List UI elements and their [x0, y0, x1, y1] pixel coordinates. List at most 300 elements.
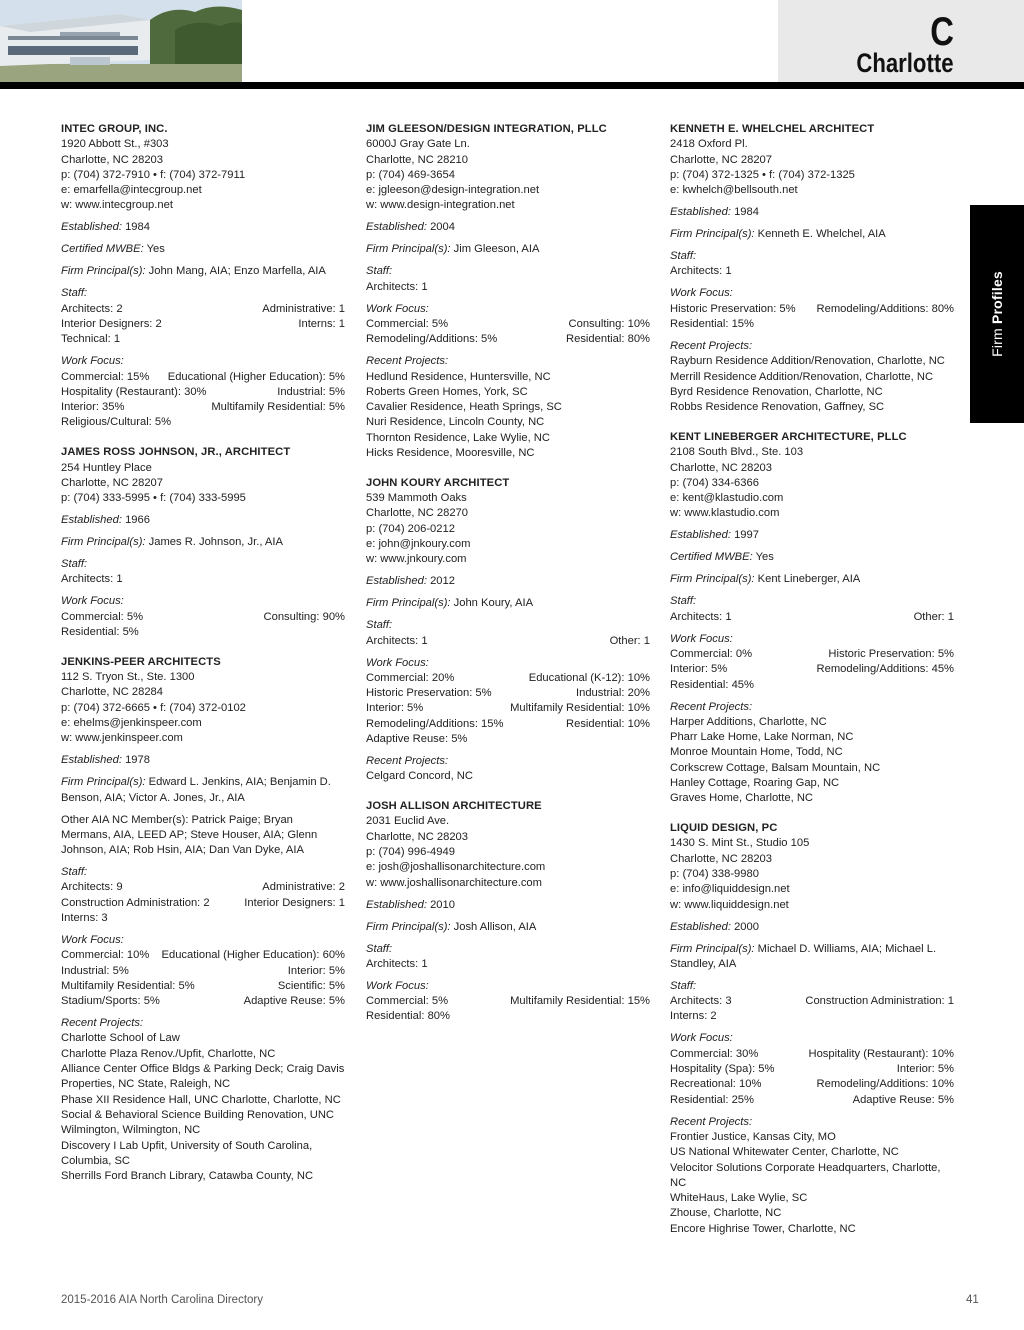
project-item: Velocitor Solutions Corporate Headquarters, Charlotte, NC — [670, 1161, 941, 1189]
work-focus-right: Consulting: 10% — [568, 318, 650, 331]
staff — [670, 979, 954, 1025]
section-tab — [778, 0, 1024, 84]
firm-principals-label: Firm Principal(s): — [61, 776, 146, 789]
staff-row — [366, 280, 650, 295]
firm-principals-value: Kenneth E. Whelchel, AIA — [757, 228, 886, 241]
staff-row — [61, 317, 345, 332]
work-focus-row — [61, 948, 345, 963]
contact-line: 112 S. Tryon St., Ste. 1300 — [61, 671, 195, 684]
project-item: Charlotte Plaza Renov./Upfit, Charlotte, NC — [61, 1047, 276, 1060]
recent-projects-label: Recent Projects: — [670, 340, 753, 352]
staff-row — [670, 994, 954, 1009]
work-focus-label: Work Focus: — [366, 979, 429, 992]
work-focus-left: Hospitality (Spa): 5% — [670, 1063, 775, 1076]
side-tab — [970, 205, 1024, 423]
staff-row — [61, 302, 345, 317]
firm-principals — [366, 242, 650, 257]
contact-line: Charlotte, NC 28284 — [61, 686, 163, 699]
established-value: 2000 — [734, 920, 759, 933]
contact-line: w: www.jenkinspeer.com — [61, 732, 183, 745]
contact-line: w: www.design-integration.net — [366, 199, 515, 212]
work-focus-label: Work Focus: — [670, 1032, 733, 1045]
established — [366, 574, 650, 589]
contact-line: 1430 S. Mint St., Studio 105 — [670, 837, 810, 850]
project-item: Nuri Residence, Lincoln County, NC — [366, 416, 545, 429]
staff-label: Staff: — [61, 558, 88, 571]
work-focus — [61, 594, 345, 640]
firm-name: JIM GLEESON/DESIGN INTEGRATION, PLLC — [366, 123, 607, 135]
contact-line: w: www.liquiddesign.net — [670, 898, 789, 911]
staff — [61, 286, 345, 347]
firm-name: JOHN KOURY ARCHITECT — [366, 476, 510, 489]
contact-line: Charlotte, NC 28207 — [670, 153, 772, 166]
project-item: WhiteHaus, Lake Wylie, SC — [670, 1192, 808, 1205]
work-focus-right: Adaptive Reuse: 5% — [852, 1093, 954, 1106]
project-item: Hicks Residence, Mooresville, NC — [366, 447, 535, 460]
work-focus-left: Commercial: 15% — [61, 370, 150, 383]
project-item: Pharr Lake Home, Lake Norman, NC — [670, 731, 854, 744]
work-focus-label: Work Focus: — [366, 656, 429, 669]
staff-left: Architects: 1 — [670, 610, 732, 623]
contact-line: w: www.klastudio.com — [670, 507, 780, 520]
work-focus-left: Interior: 5% — [366, 702, 424, 715]
certified-mwbe — [61, 242, 345, 257]
work-focus — [366, 302, 650, 348]
established-label: Established: — [61, 221, 122, 234]
work-focus-right: Residential: 10% — [566, 717, 650, 730]
contact-line: e: info@liquiddesign.net — [670, 883, 790, 896]
work-focus-right: Scientific: 5% — [277, 979, 345, 992]
work-focus-left: Commercial: 5% — [366, 995, 449, 1008]
established — [61, 753, 345, 768]
project-item: Thornton Residence, Lake Wylie, NC — [366, 431, 550, 444]
section-letter: C — [930, 10, 954, 54]
building-photo — [0, 0, 242, 84]
firm-principals-label: Firm Principal(s): — [366, 597, 451, 610]
firm-listing — [61, 122, 345, 431]
work-focus-left: Stadium/Sports: 5% — [61, 995, 160, 1008]
firm-name: INTEC GROUP, INC. — [61, 123, 168, 135]
work-focus-right: Consulting: 90% — [263, 610, 345, 623]
work-focus-row — [670, 678, 954, 693]
header-rule — [0, 82, 1024, 89]
staff-row — [670, 264, 954, 279]
work-focus-left: Commercial: 5% — [366, 318, 449, 331]
staff-row — [61, 896, 345, 911]
work-focus-left: Historic Preservation: 5% — [670, 302, 796, 315]
contact-line: e: jgleeson@design-integration.net — [366, 184, 540, 197]
work-focus-left: Adaptive Reuse: 5% — [366, 733, 468, 746]
firm-principals — [61, 775, 345, 806]
project-item: Hanley Cottage, Roaring Gap, NC — [670, 777, 840, 790]
staff — [670, 594, 954, 625]
project-item: Encore Highrise Tower, Charlotte, NC — [670, 1222, 856, 1235]
project-item: Roberts Green Homes, York, SC — [366, 385, 528, 398]
work-focus-left: Commercial: 5% — [61, 610, 144, 623]
project-item: Alliance Center Office Bldgs & Parking Deck; Craig Davis Properties, NC State, Raleigh, NC — [61, 1063, 345, 1091]
work-focus-row — [61, 385, 345, 400]
work-focus-row — [670, 1093, 954, 1108]
firm-principals-label: Firm Principal(s): — [670, 228, 755, 241]
project-item: Zhouse, Charlotte, NC — [670, 1207, 782, 1220]
established-label: Established: — [670, 529, 731, 542]
contact-line: 2418 Oxford Pl. — [670, 138, 748, 151]
contact-line: e: john@jnkoury.com — [366, 538, 471, 551]
staff-left: Architects: 1 — [366, 280, 428, 293]
staff-left: Interns: 2 — [670, 1010, 717, 1023]
recent-projects — [670, 339, 954, 415]
work-focus — [61, 933, 345, 1009]
recent-projects-label: Recent Projects: — [670, 1115, 753, 1128]
established — [366, 220, 650, 235]
work-focus-row — [670, 317, 954, 332]
staff-left: Architects: 1 — [61, 573, 123, 586]
project-item: Charlotte School of Law — [61, 1032, 180, 1045]
firm-principals-value: John Mang, AIA; Enzo Marfella, AIA — [148, 265, 326, 278]
firm-listing — [366, 799, 650, 1025]
firm-principals-value: Jim Gleeson, AIA — [453, 243, 540, 256]
staff-label: Staff: — [366, 619, 393, 632]
staff — [366, 942, 650, 973]
staff — [366, 618, 650, 649]
work-focus-label: Work Focus: — [670, 287, 733, 300]
certified-mwbe-label: Certified MWBE: — [61, 243, 144, 256]
contact-line: 539 Mammoth Oaks — [366, 492, 467, 505]
work-focus — [670, 286, 954, 332]
work-focus-left: Remodeling/Additions: 15% — [366, 717, 504, 730]
work-focus-row — [366, 332, 650, 347]
staff-left: Construction Administration: 2 — [61, 896, 210, 909]
side-tab-label: Firm Profiles — [989, 271, 1005, 357]
work-focus-right: Residential: 80% — [566, 333, 650, 346]
project-item: Merrill Residence Addition/Renovation, Charlotte, NC — [670, 370, 934, 383]
work-focus-left: Industrial: 5% — [61, 964, 129, 977]
work-focus-right: Educational (Higher Education): 5% — [167, 370, 345, 383]
project-item: Monroe Mountain Home, Todd, NC — [670, 746, 843, 759]
column-2 — [366, 122, 650, 1039]
contact-line: w: www.intecgroup.net — [61, 199, 173, 212]
work-focus-right: Interior: 5% — [287, 964, 345, 977]
work-focus-right: Historic Preservation: 5% — [828, 647, 954, 660]
work-focus-left: Commercial: 30% — [670, 1047, 759, 1060]
work-focus-right: Multifamily Residential: 10% — [510, 702, 650, 715]
work-focus-row — [61, 610, 345, 625]
work-focus-row — [670, 1077, 954, 1092]
staff-label: Staff: — [366, 942, 393, 955]
staff-right: Interior Designers: 1 — [244, 896, 345, 909]
firm-principals — [366, 596, 650, 611]
work-focus-right: Remodeling/Additions: 10% — [816, 1078, 954, 1091]
staff-right: Administrative: 2 — [262, 881, 345, 894]
staff — [670, 249, 954, 280]
work-focus-left: Commercial: 20% — [366, 671, 455, 684]
work-focus-right: Educational (K-12): 10% — [528, 671, 650, 684]
established-label: Established: — [61, 754, 122, 767]
work-focus-row — [61, 964, 345, 979]
firm-listing — [61, 445, 345, 640]
certified-mwbe — [670, 550, 954, 565]
project-item: Corkscrew Cottage, Balsam Mountain, NC — [670, 761, 881, 774]
contact-line: p: (704) 372-7910 • f: (704) 372-7911 — [61, 168, 246, 181]
work-focus-row — [670, 1047, 954, 1062]
firm-principals-value: James R. Johnson, Jr., AIA — [148, 536, 283, 549]
staff — [61, 865, 345, 926]
work-focus-right: Adaptive Reuse: 5% — [243, 995, 345, 1008]
work-focus-row — [61, 994, 345, 1009]
firm-name: KENT LINEBERGER ARCHITECTURE, PLLC — [670, 430, 907, 443]
staff-label: Staff: — [61, 287, 88, 300]
established-value: 2004 — [430, 221, 455, 234]
contact-line: p: (704) 372-6665 • f: (704) 372-0102 — [61, 701, 246, 714]
established — [670, 528, 954, 543]
firm-name: LIQUID DESIGN, PC — [670, 822, 778, 835]
firm-listing — [670, 122, 954, 415]
project-item: Robbs Residence Renovation, Gaffney, SC — [670, 401, 885, 414]
contact-line: e: kent@klastudio.com — [670, 492, 784, 505]
work-focus-left: Historic Preservation: 5% — [366, 687, 492, 700]
firm-principals — [61, 264, 345, 279]
work-focus-right: Multifamily Residential: 5% — [211, 401, 345, 414]
work-focus-row — [366, 994, 650, 1009]
firm-listing — [366, 122, 650, 461]
firm-name: KENNETH E. WHELCHEL ARCHITECT — [670, 123, 875, 135]
firm-principals-label: Firm Principal(s): — [366, 920, 451, 933]
established-value: 1984 — [125, 221, 150, 234]
project-item: Harper Additions, Charlotte, NC — [670, 715, 827, 728]
staff-right: Other: 1 — [913, 610, 954, 623]
contact-line: Charlotte, NC 28203 — [366, 830, 468, 843]
staff-label: Staff: — [670, 250, 697, 263]
staff-left: Interns: 3 — [61, 912, 108, 924]
project-item: US National Whitewater Center, Charlotte, NC — [670, 1146, 899, 1159]
established — [366, 898, 650, 913]
project-item: Graves Home, Charlotte, NC — [670, 792, 813, 805]
firm-principals — [670, 572, 954, 587]
staff-row — [61, 572, 345, 587]
contact-line: 254 Huntley Place — [61, 461, 152, 474]
firm-principals-value: Kent Lineberger, AIA — [757, 573, 861, 586]
recent-projects — [670, 700, 954, 807]
contact-line: p: (704) 372-1325 • f: (704) 372-1325 — [670, 168, 855, 181]
work-focus-row — [366, 671, 650, 686]
work-focus-label: Work Focus: — [61, 933, 124, 946]
work-focus-right: Industrial: 20% — [575, 687, 650, 700]
work-focus-row — [366, 717, 650, 732]
staff-row — [61, 332, 345, 347]
established-label: Established: — [366, 221, 427, 234]
recent-projects-label: Recent Projects: — [366, 355, 449, 368]
work-focus-row — [61, 979, 345, 994]
work-focus — [670, 1031, 954, 1107]
established-value: 1997 — [734, 529, 759, 542]
firm-principals-value: Michael D. Williams, AIA; Michael L. Standley, AIA — [670, 942, 937, 970]
staff-label: Staff: — [670, 595, 697, 608]
staff-left: Architects: 3 — [670, 995, 732, 1008]
contact-line: Charlotte, NC 28270 — [366, 507, 468, 520]
work-focus-left: Hospitality (Restaurant): 30% — [61, 385, 207, 398]
work-focus — [670, 632, 954, 693]
contact-line: e: kwhelch@bellsouth.net — [670, 184, 798, 197]
firm-principals — [670, 942, 954, 973]
column-3 — [670, 122, 954, 1252]
contact-line: Charlotte, NC 28210 — [366, 153, 468, 166]
staff-right: Construction Administration: 1 — [805, 995, 954, 1008]
work-focus-row — [366, 317, 650, 332]
contact-line: p: (704) 206-0212 — [366, 522, 455, 535]
staff — [61, 557, 345, 588]
established — [670, 205, 954, 220]
staff-left: Architects: 1 — [366, 634, 428, 647]
recent-projects-label: Recent Projects: — [61, 1017, 144, 1030]
certified-mwbe-value: Yes — [146, 243, 165, 256]
project-item: Hedlund Residence, Huntersville, NC — [366, 370, 551, 383]
project-item: Frontier Justice, Kansas City, MO — [670, 1130, 836, 1143]
contact-line: e: josh@joshallisonarchitecture.com — [366, 861, 546, 874]
firm-principals-value: Josh Allison, AIA — [453, 920, 537, 933]
contact-line: w: www.jnkoury.com — [366, 553, 467, 566]
work-focus-left: Interior: 5% — [670, 663, 728, 676]
work-focus-right: Multifamily Residential: 15% — [510, 995, 650, 1008]
recent-projects — [366, 354, 650, 461]
work-focus-left: Commercial: 0% — [670, 647, 753, 660]
section-city: Charlotte — [856, 48, 954, 78]
firm-principals-label: Firm Principal(s): — [61, 265, 146, 278]
staff-left: Interior Designers: 2 — [61, 318, 162, 331]
firm-listing — [61, 655, 345, 1185]
work-focus-row — [670, 302, 954, 317]
staff-row — [366, 957, 650, 972]
project-item: Social & Behavioral Science Building Renovation, UNC Wilmington, Wilmington, NC — [61, 1108, 334, 1137]
staff-left: Architects: 1 — [670, 265, 732, 278]
established — [61, 220, 345, 235]
work-focus-row — [366, 686, 650, 701]
firm-name: JENKINS-PEER ARCHITECTS — [61, 655, 221, 668]
contact-line: w: www.joshallisonarchitecture.com — [366, 876, 542, 889]
work-focus-left: Interior: 35% — [61, 401, 125, 414]
staff-row — [61, 911, 345, 926]
contact-line: p: (704) 334-6366 — [670, 476, 759, 489]
work-focus-row — [61, 370, 345, 385]
project-item: Phase XII Residence Hall, UNC Charlotte, Charlotte, NC — [61, 1093, 341, 1106]
contact-line: Charlotte, NC 28207 — [61, 476, 163, 489]
recent-projects — [61, 1016, 345, 1184]
work-focus-left: Residential: 25% — [670, 1093, 754, 1106]
firm-principals-label: Firm Principal(s): — [670, 942, 755, 955]
staff-right: Other: 1 — [609, 634, 650, 647]
contact-line: 2031 Euclid Ave. — [366, 815, 450, 828]
project-item: Discovery I Lab Upfit, University of South Carolina, Columbia, SC — [61, 1139, 313, 1167]
staff-row — [670, 610, 954, 625]
contact-line: e: ehelms@jenkinspeer.com — [61, 716, 202, 729]
firm-principals — [670, 227, 954, 242]
firm-listing — [366, 476, 650, 785]
staff-label: Staff: — [366, 265, 393, 278]
contact-line: 1920 Abbott St., #303 — [61, 138, 169, 151]
staff-row — [61, 880, 345, 895]
firm-principals-value: John Koury, AIA — [453, 597, 534, 610]
staff-left: Technical: 1 — [61, 333, 121, 346]
work-focus-right: Hospitality (Restaurant): 10% — [808, 1047, 954, 1060]
staff-right: Administrative: 1 — [262, 302, 345, 315]
work-focus-row — [670, 662, 954, 677]
recent-projects-label: Recent Projects: — [670, 700, 753, 713]
staff-label: Staff: — [670, 979, 697, 992]
work-focus-left: Remodeling/Additions: 5% — [366, 333, 498, 346]
page-number: 41 — [966, 1294, 979, 1306]
work-focus-label: Work Focus: — [670, 632, 733, 645]
work-focus-left: Multifamily Residential: 5% — [61, 979, 195, 992]
staff-left: Architects: 2 — [61, 302, 123, 315]
work-focus-left: Religious/Cultural: 5% — [61, 416, 172, 429]
work-focus — [366, 979, 650, 1025]
other-members: Other AIA NC Member(s): Patrick Paige; Bryan Mermans, AIA, LEED AP; Steve Houser, AIA; Glenn Johnson, AIA; Rob Hsin, AIA; Dan Van Dyke, AIA — [61, 813, 318, 857]
firm-principals — [366, 920, 650, 935]
work-focus-left: Residential: 5% — [61, 626, 139, 638]
work-focus-label: Work Focus: — [61, 595, 124, 608]
staff — [366, 264, 650, 295]
project-item: Cavalier Residence, Heath Springs, SC — [366, 401, 562, 414]
footer-publication: 2015-2016 AIA North Carolina Directory — [61, 1294, 263, 1306]
work-focus-left: Residential: 45% — [670, 678, 754, 691]
firm-principals-label: Firm Principal(s): — [670, 573, 755, 586]
firm-listing — [670, 430, 954, 807]
work-focus-row — [366, 732, 650, 747]
column-1 — [61, 122, 345, 1199]
established-value: 1966 — [125, 514, 150, 527]
contact-line: e: emarfella@intecgroup.net — [61, 184, 202, 197]
established-label: Established: — [61, 514, 122, 527]
work-focus-right: Educational (Higher Education): 60% — [161, 949, 345, 962]
established-label: Established: — [366, 575, 427, 588]
work-focus-left: Residential: 15% — [670, 318, 754, 331]
work-focus-left: Commercial: 10% — [61, 949, 150, 962]
firm-principals — [61, 535, 345, 550]
work-focus-row — [61, 400, 345, 415]
established-value: 2012 — [430, 575, 455, 588]
firm-principals-label: Firm Principal(s): — [366, 243, 451, 256]
staff-row — [366, 634, 650, 649]
staff-label: Staff: — [61, 866, 88, 879]
established-label: Established: — [670, 920, 731, 933]
contact-line: 2108 South Blvd., Ste. 103 — [670, 446, 804, 459]
work-focus-row — [670, 647, 954, 662]
work-focus-label: Work Focus: — [366, 302, 429, 315]
certified-mwbe-label: Certified MWBE: — [670, 551, 753, 564]
work-focus-row — [366, 1009, 650, 1024]
work-focus-right: Interior: 5% — [896, 1063, 954, 1076]
contact-line: p: (704) 338-9980 — [670, 868, 759, 881]
staff-left: Architects: 9 — [61, 881, 123, 894]
established-label: Established: — [670, 206, 731, 219]
work-focus-row — [61, 415, 345, 430]
recent-projects — [366, 754, 650, 785]
established-value: 1978 — [125, 754, 150, 767]
contact-line: p: (704) 333-5995 • f: (704) 333-5995 — [61, 492, 246, 505]
established-value: 1984 — [734, 206, 759, 219]
firm-principals-label: Firm Principal(s): — [61, 536, 146, 549]
established — [61, 513, 345, 528]
staff-row — [670, 1009, 954, 1024]
contact-line: 6000J Gray Gate Ln. — [366, 138, 470, 151]
firm-name: JOSH ALLISON ARCHITECTURE — [366, 800, 542, 813]
project-item: Sherrills Ford Branch Library, Catawba County, NC — [61, 1170, 314, 1183]
work-focus-row — [670, 1062, 954, 1077]
established-value: 2010 — [430, 898, 455, 911]
staff-left: Architects: 1 — [366, 957, 428, 970]
work-focus — [61, 354, 345, 430]
firm-listing — [670, 821, 954, 1237]
recent-projects — [670, 1115, 954, 1237]
